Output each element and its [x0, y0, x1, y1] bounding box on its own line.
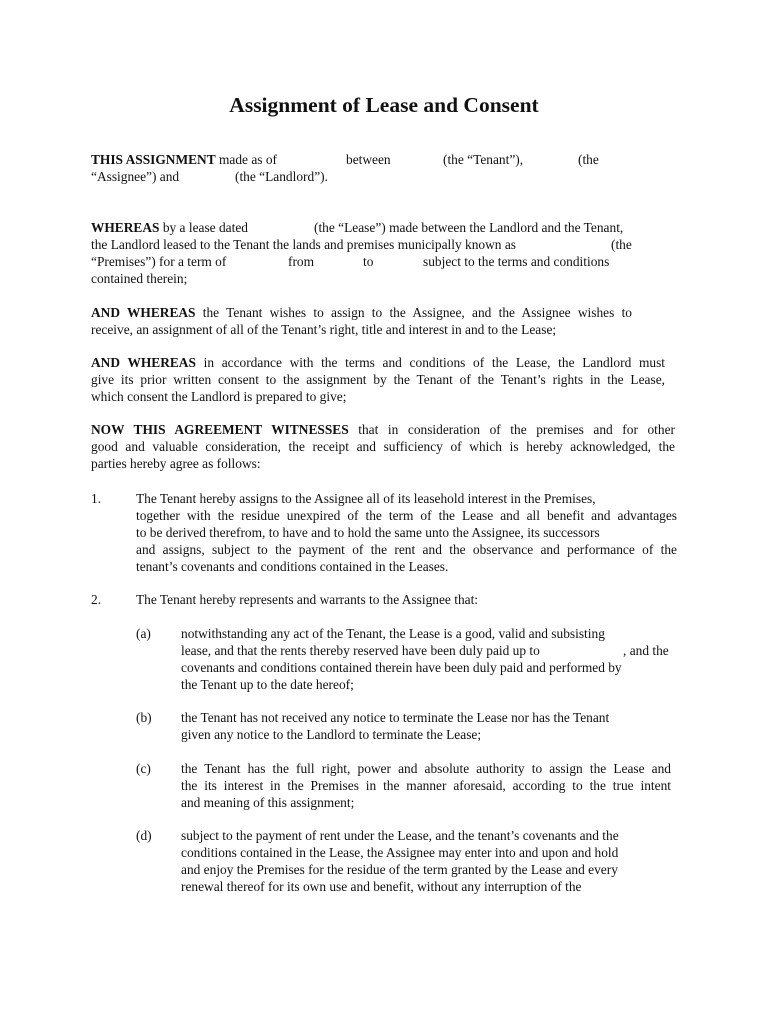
sub-b-label: (b)	[136, 710, 152, 725]
document-title: Assignment of Lease and Consent	[229, 93, 539, 117]
assignment-line-1-start	[91, 151, 277, 168]
sub-d-line-2: conditions contained in the Lease, the Assignee may enter into and upon and hold	[181, 845, 619, 860]
witnesses-paragraph	[91, 421, 675, 472]
whereas1-subject-to: subject to the terms and conditions	[423, 254, 610, 269]
assignment-assignee: “Assignee”) and	[91, 169, 180, 184]
clause1-line-5: tenant’s covenants and conditions contained in the Leases.	[136, 559, 449, 574]
sub-c-line-1: the Tenant has the full right, power and absolute authority to assign the Lease and	[181, 761, 671, 776]
clause1-line-4: and assigns, subject to the payment of the rent and the observance and performance of the	[136, 542, 677, 557]
sub-b-line-1: the Tenant has not received any notice to terminate the Lease nor has the Tenant	[181, 710, 610, 725]
assignment-lead: THIS ASSIGNMENT	[91, 152, 216, 167]
sub-b-body	[181, 709, 609, 743]
whereas1-lease-dated: by a lease dated	[159, 220, 248, 235]
whereas-paragraph-3	[91, 354, 665, 405]
sub-a-line-2b: , and the	[623, 643, 669, 658]
sub-c-line-3: and meaning of this assignment;	[181, 795, 355, 810]
whereas1-premises-term: “Premises”) for a term of	[91, 254, 227, 269]
assignment-tenant: (the “Tenant”),	[443, 152, 524, 167]
sub-d-line-4: renewal thereof for its own use and benefit, without any interruption of the	[181, 879, 582, 894]
sub-b-line-2: given any notice to the Landlord to terminate the Lease;	[181, 727, 482, 742]
sub-d-line-1: subject to the payment of rent under the Lease, and the tenant’s covenants and the	[181, 828, 619, 843]
sub-c-body	[181, 760, 671, 811]
whereas1-landlord-leased: the Landlord leased to the Tenant the lands and premises municipally known as	[91, 237, 516, 252]
witnesses-lead: NOW THIS AGREEMENT WITNESSES	[91, 422, 349, 437]
witnesses-line-1	[91, 421, 675, 438]
sub-a-line-2a: lease, and that the rents thereby reserved have been duly paid up to	[181, 643, 540, 658]
whereas3-line-1	[91, 354, 665, 371]
assignment-the: (the	[578, 152, 599, 167]
clause-2-number: 2.	[91, 592, 102, 607]
whereas3-line-2: give its prior written consent to the assignment by the Tenant of the Tenant’s rights in the Lease,	[91, 372, 665, 387]
sub-a-label: (a)	[136, 626, 151, 641]
witnesses-line-1-text: that in consideration of the premises and for other	[348, 422, 675, 437]
sub-c-label: (c)	[136, 761, 151, 776]
clause1-line-3: to be derived therefrom, to have and to hold the same unto the Assignee, its successors	[136, 525, 600, 540]
whereas2-line-1	[91, 304, 632, 321]
whereas3-line-3: which consent the Landlord is prepared to give;	[91, 389, 347, 404]
assignment-between: between	[346, 152, 391, 167]
whereas1-lead: WHEREAS	[91, 220, 160, 235]
whereas1-to: to	[363, 254, 374, 269]
whereas1-line-1-start	[91, 219, 248, 236]
whereas3-lead: AND WHEREAS	[91, 355, 196, 370]
sub-d-line-3: and enjoy the Premises for the residue of the term granted by the Lease and every	[181, 862, 618, 877]
witnesses-line-2: good and valuable consideration, the receipt and sufficiency of which is hereby acknowledged, the	[91, 439, 675, 454]
whereas1-the: (the	[611, 237, 632, 252]
witnesses-line-3: parties hereby agree as follows:	[91, 456, 261, 471]
whereas-paragraph-2	[91, 304, 632, 338]
assignment-landlord: (the “Landlord”).	[235, 169, 328, 184]
sub-a-line-3: covenants and conditions contained therein have been duly paid and performed by	[181, 660, 622, 675]
whereas3-line-1-text: in accordance with the terms and conditions of the Lease, the Landlord must	[195, 355, 666, 370]
clause2-line-1: The Tenant hereby represents and warrants to the Assignee that:	[136, 592, 479, 607]
whereas2-line-1-text: the Tenant wishes to assign to the Assignee, and the Assignee wishes to	[195, 305, 633, 320]
whereas1-contained-therein: contained therein;	[91, 271, 188, 286]
clause-1-body	[136, 490, 677, 575]
whereas2-line-2: receive, an assignment of all of the Tenant’s right, title and interest in and to the Lease;	[91, 322, 557, 337]
clause-1-number: 1.	[91, 491, 102, 506]
clause1-line-1: The Tenant hereby assigns to the Assignee all of its leasehold interest in the Premises,	[136, 491, 596, 506]
whereas1-lease-made: (the “Lease”) made between the Landlord and the Tenant,	[314, 220, 624, 235]
clause1-line-2: together with the residue unexpired of the term of the Lease and all benefit and advantages	[136, 508, 677, 523]
sub-d-body	[181, 827, 619, 895]
sub-a-line-4: the Tenant up to the date hereof;	[181, 677, 354, 692]
assignment-made-as-of: made as of	[215, 152, 278, 167]
clause-2-body	[136, 591, 478, 608]
sub-c-line-2: the its interest in the Premises in the manner aforesaid, according to the true intent	[181, 778, 671, 793]
sub-d-label: (d)	[136, 828, 152, 843]
whereas2-lead: AND WHEREAS	[91, 305, 196, 320]
sub-a-line-1: notwithstanding any act of the Tenant, the Lease is a good, valid and subsisting	[181, 626, 605, 641]
whereas1-from: from	[288, 254, 315, 269]
